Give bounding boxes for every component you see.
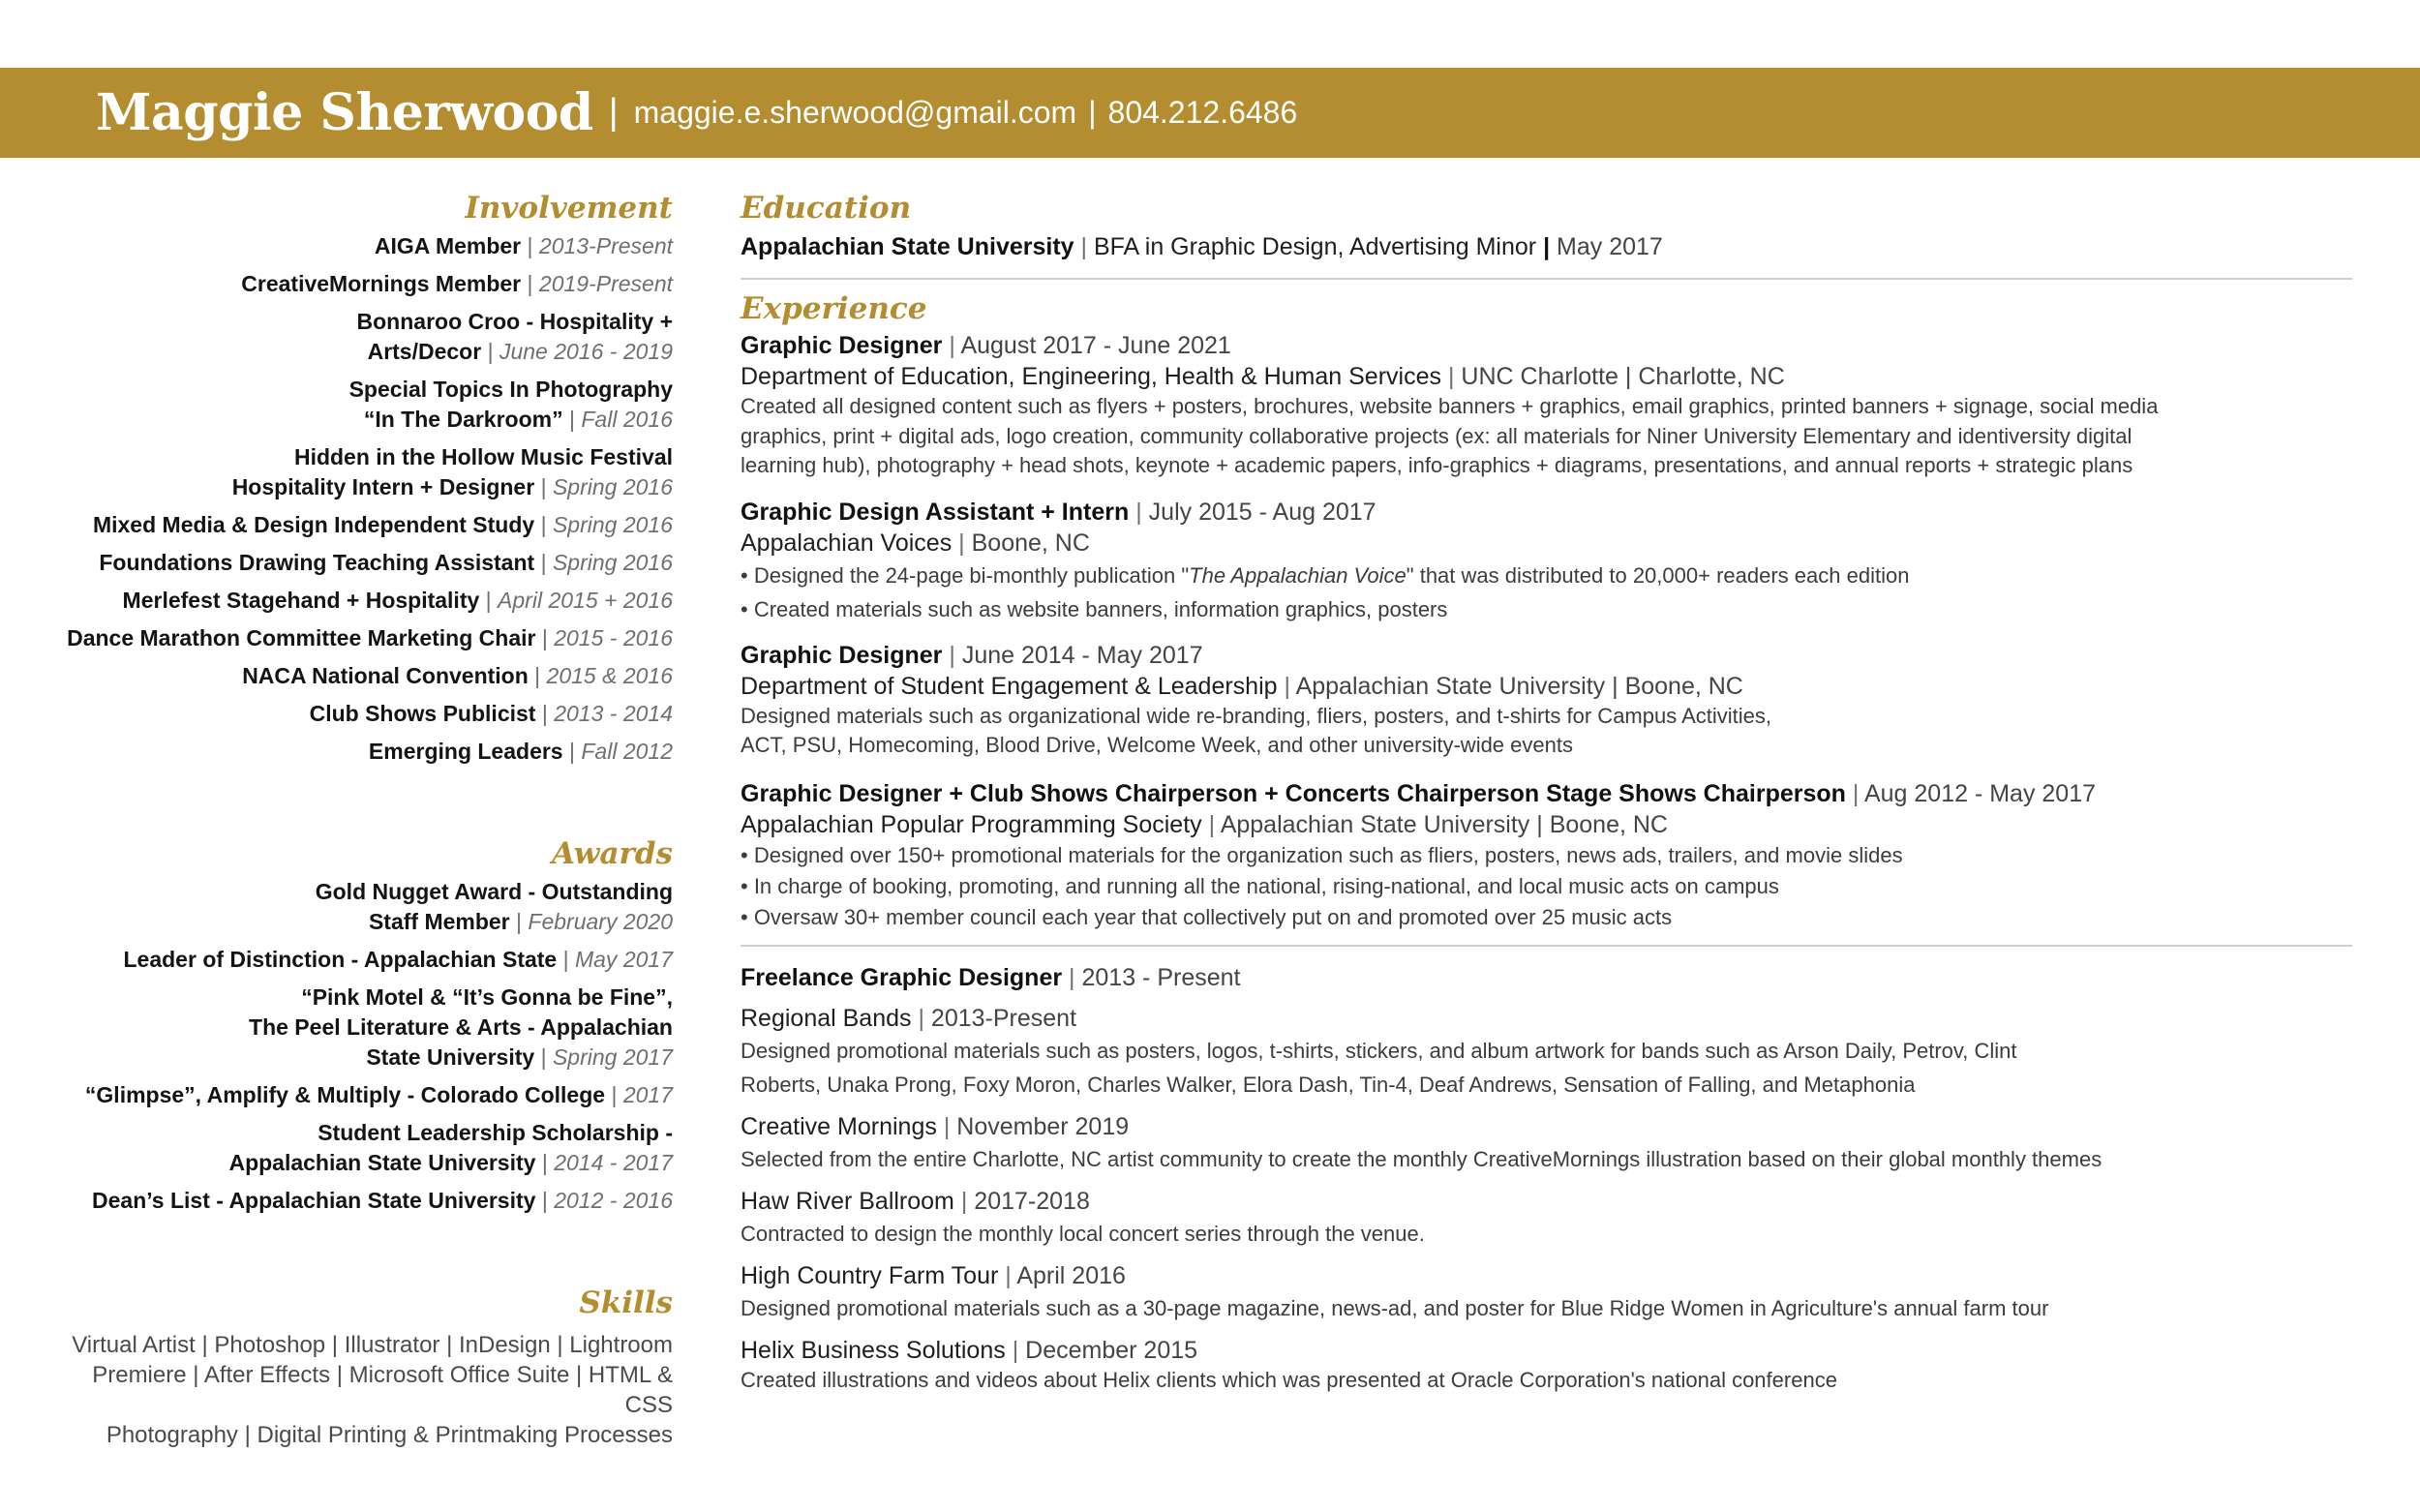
client-name: Helix Business Solutions <box>741 1336 1006 1364</box>
client-description: Created illustrations and videos about Helix clients which was presented at Oracle Corporation's national conference <box>741 1367 1837 1392</box>
freelance-entry: Regional Bands | 2013-Present Designed promotional materials such as posters, logos, t-shirts, stickers, and album artwork for bands such as Arson Daily, Petrov, Clint Roberts, Unaka Prong, Foxy Moron, Charles Walker, Elora Dash, Tin-4, Deaf Andrews, Sensation of Falling, and Metaphonia <box>741 1003 2352 1102</box>
job-description: • Designed over 150+ promotional materials for the organization such as fliers, posters, news ads, trailers, and movie slides • In charge of booking, promoting, and running all the national, rising-national, and local music acts on campus • Oversaw 30+ member council each year that collectively put on and promoted over 25 music acts <box>741 842 1903 929</box>
award-item: Gold Nugget Award - Outstanding Staff Member | February 2020 <box>315 879 673 934</box>
involvement-item: Hidden in the Hollow Music Festival Hospitality Intern + Designer | Spring 2016 <box>231 444 673 499</box>
awards-list <box>58 877 673 1216</box>
school-name: Appalachian State University <box>741 233 1074 260</box>
award-item: Leader of Distinction - Appalachian State | May 2017 <box>123 947 673 972</box>
left-column <box>58 187 673 1450</box>
divider <box>741 278 2352 280</box>
award-item: Student Leadership Scholarship - Appalachian State University | 2014 - 2017 <box>228 1120 673 1175</box>
job-role: Graphic Designer + Club Shows Chairperson + Concerts Chairperson Stage Shows Chairperson <box>741 779 1846 807</box>
skills-line: Virtual Artist | Photoshop | Illustrator | InDesign | Lightroom <box>72 1332 673 1358</box>
job-description: Designed materials such as organizational wide re-branding, fliers, posters, and t-shirts for Campus Activities, ACT, PSU, Homecoming, Blood Drive, Welcome Week, and other university-wide events <box>741 703 1772 757</box>
involvement-item: Dance Marathon Committee Marketing Chair | 2015 - 2016 <box>67 625 673 650</box>
email-link[interactable]: maggie.e.sherwood@gmail.com <box>633 95 1077 130</box>
job-entry: Graphic Design Assistant + Intern | July 2015 - Aug 2017 Appalachian Voices | Boone, NC • Designed the 24-page bi-monthly publication "The Appalachian Voice" that was distributed to 20,000+ readers each edition • Created materials such as website banners, information graphics, posters <box>741 497 2352 626</box>
involvement-item: AIGA Member | 2013-Present <box>374 233 673 258</box>
client-name: Regional Bands <box>741 1004 912 1032</box>
freelance-entry: Helix Business Solutions | December 2015 Created illustrations and videos about Helix clients which was presented at Oracle Corporation's national conference <box>741 1335 2352 1396</box>
involvement-item: Bonnaroo Croo - Hospitality + Arts/Decor | June 2016 - 2019 <box>356 309 673 364</box>
freelance-entry: Haw River Ballroom | 2017-2018 Contracted to design the monthly local concert series through the venue. <box>741 1186 2352 1251</box>
divider <box>741 945 2352 947</box>
involvement-item: Club Shows Publicist | 2013 - 2014 <box>309 701 673 726</box>
experience-title: Experience <box>741 291 927 326</box>
graduation-date: May 2017 <box>1557 233 1663 260</box>
header-divider: | <box>1088 95 1097 130</box>
involvement-list <box>58 231 673 767</box>
award-item: Dean’s List - Appalachian State University | 2012 - 2016 <box>92 1188 673 1213</box>
client-description: Contracted to design the monthly local concert series through the venue. <box>741 1221 1425 1246</box>
job-org: Department of Education, Engineering, Health & Human Services <box>741 363 1441 390</box>
client-description: Designed promotional materials such as a 30-page magazine, news-ad, and poster for Blue Ridge Women in Agriculture's annual farm tour <box>741 1295 2049 1320</box>
involvement-item: NACA National Convention | 2015 & 2016 <box>242 663 673 688</box>
job-entry: Graphic Designer | June 2014 - May 2017 Department of Student Engagement & Leadership | Appalachian State University | Boone, NC Designed materials such as organizational wide re-branding, fliers, posters, and t-shirts for Campus Activities, ACT, PSU, Homecoming, Blood Drive, Welcome Week, and other university-wide events <box>741 640 2352 761</box>
right-column <box>741 187 2352 1395</box>
involvement-item: Mixed Media & Design Independent Study | Spring 2016 <box>92 512 673 537</box>
job-org: Appalachian Popular Programming Society <box>741 810 1202 838</box>
involvement-item: Special Topics In Photography “In The Darkroom” | Fall 2016 <box>348 377 673 432</box>
header-divider: | <box>608 92 619 133</box>
education-entry: Appalachian State University | BFA in Graphic Design, Advertising Minor | May 2017 <box>741 233 1663 260</box>
job-entry: Graphic Designer + Club Shows Chairperson + Concerts Chairperson Stage Shows Chairperson | Aug 2012 - May 2017 Appalachian Popular Programming Society | Appalachian State University | Boone, NC • Designed over 150+ promotional materials for the organization such as fliers, posters, news ads, trailers, and movie slides • In charge of booking, promoting, and running all the national, rising-national, and local music acts on campus • Oversaw 30+ member council each year that collectively put on and promoted over 25 music acts <box>741 778 2352 933</box>
skills-line: Premiere | After Effects | Microsoft Office Suite | HTML & CSS <box>92 1362 673 1418</box>
freelance-heading: Freelance Graphic Designer | 2013 - Present <box>741 963 1241 991</box>
involvement-title: Involvement <box>465 191 673 226</box>
award-item: “Pink Motel & “It’s Gonna be Fine”, The Peel Literature & Arts - Appalachian State University | Spring 2017 <box>249 984 673 1070</box>
involvement-item: Emerging Leaders | Fall 2012 <box>368 739 673 764</box>
job-role: Graphic Designer <box>741 332 943 359</box>
client-description: Designed promotional materials such as posters, logos, t-shirts, stickers, and album artwork for bands such as Arson Daily, Petrov, Clint Roberts, Unaka Prong, Foxy Moron, Charles Walker, Elora Dash, Tin-4, Deaf Andrews, Sensation of Falling, and Metaphonia <box>741 1038 2017 1097</box>
phone-number: 804.212.6486 <box>1107 95 1298 130</box>
involvement-item: CreativeMornings Member | 2019-Present <box>241 271 673 296</box>
job-role: Graphic Designer <box>741 641 943 669</box>
client-name: Haw River Ballroom <box>741 1187 954 1215</box>
education-title: Education <box>741 191 912 226</box>
applicant-name: Maggie Sherwood <box>96 83 593 142</box>
job-entry: Graphic Designer | August 2017 - June 2021 Department of Education, Engineering, Health & Human Services | UNC Charlotte | Charlotte, NC Created all designed content such as flyers + posters, brochures, website banners + graphics, email graphics, printed banners + signage, social media graphics, print + digital ads, logo creation, community collaborative projects (ex: all materials for Niner University Elementary and identiversity digital learning hub), photography + head shots, keynote + academic papers, info-graphics + diagrams, presentations, and annual reports + strategic plans <box>741 330 2352 481</box>
skills-list <box>58 1330 673 1450</box>
freelance-entry: High Country Farm Tour | April 2016 Designed promotional materials such as a 30-page magazine, news-ad, and poster for Blue Ridge Women in Agriculture's annual farm tour <box>741 1260 2352 1325</box>
involvement-item: Foundations Drawing Teaching Assistant | Spring 2016 <box>99 550 673 575</box>
job-role: Graphic Design Assistant + Intern <box>741 498 1130 526</box>
client-name: Creative Mornings <box>741 1112 937 1140</box>
job-org: Department of Student Engagement & Leadership <box>741 672 1278 700</box>
award-item: “Glimpse”, Amplify & Multiply - Colorado College | 2017 <box>84 1082 673 1107</box>
freelance-entry: Creative Mornings | November 2019 Selected from the entire Charlotte, NC artist community to create the monthly CreativeMornings illustration based on their global monthly themes <box>741 1111 2352 1176</box>
job-org: Appalachian Voices <box>741 529 953 557</box>
header-bar <box>0 68 2420 158</box>
client-name: High Country Farm Tour <box>741 1261 999 1289</box>
job-description: • Designed the 24-page bi-monthly publication "The Appalachian Voice" that was distributed to 20,000+ readers each edition • Created materials such as website banners, information graphics, posters <box>741 562 1910 621</box>
involvement-item: Merlefest Stagehand + Hospitality | April 2015 + 2016 <box>122 588 673 613</box>
job-description: Created all designed content such as flyers + posters, brochures, website banners + graphics, email graphics, printed banners + signage, social media graphics, print + digital ads, logo creation, community collaborative projects (ex: all materials for Niner University Elementary and identiversity digital learning hub), photography + head shots, keynote + academic papers, info-graphics + diagrams, presentations, and annual reports + strategic plans <box>741 394 2159 477</box>
awards-title: Awards <box>551 836 673 871</box>
degree: BFA in Graphic Design, Advertising Minor <box>1093 233 1537 260</box>
client-description: Selected from the entire Charlotte, NC artist community to create the monthly CreativeMornings illustration based on their global monthly themes <box>741 1146 2102 1171</box>
skills-title: Skills <box>579 1285 673 1320</box>
skills-line: Photography | Digital Printing & Printmaking Processes <box>106 1422 673 1448</box>
